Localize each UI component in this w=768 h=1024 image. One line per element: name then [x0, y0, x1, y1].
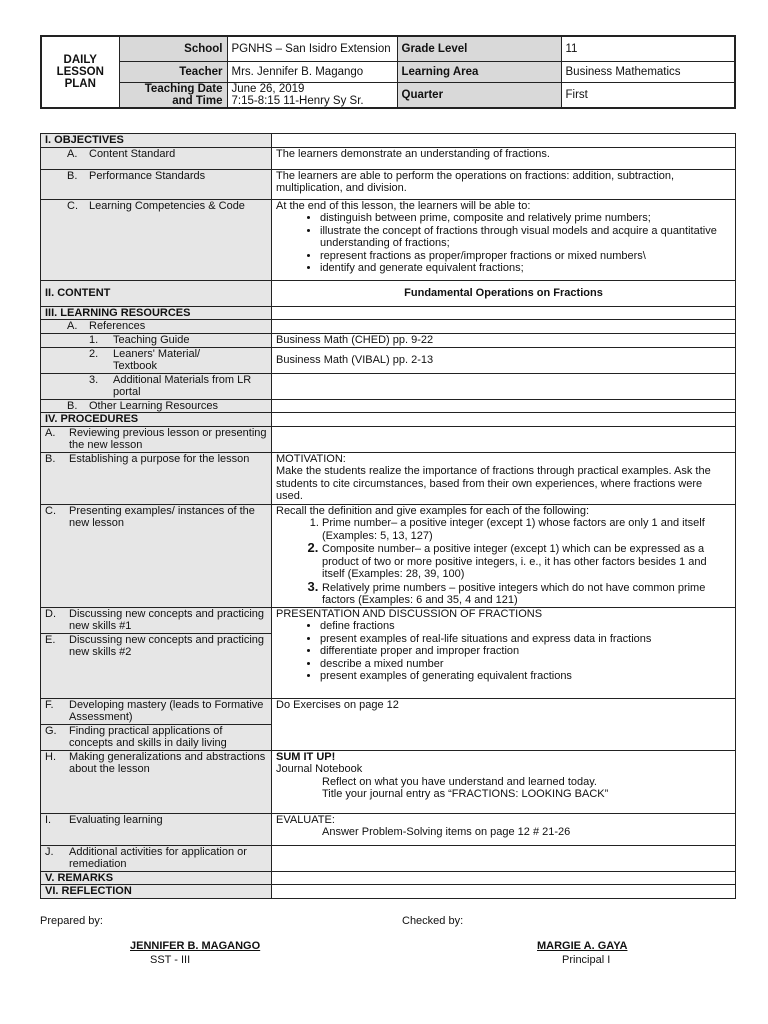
purpose-label: Establishing a purpose for the lesson [69, 452, 250, 465]
list-item: • identify and generate equivalent fractions; [320, 262, 731, 275]
learning-competencies-row [41, 199, 736, 280]
objectives-heading: I. OBJECTIVES [41, 134, 272, 148]
plan-title-line-1: DAILY [63, 53, 97, 66]
other-resources-label: Other Learning Resources [89, 399, 219, 412]
purpose-row [41, 452, 736, 504]
teaching-date-label: Teaching Date and Time [119, 82, 227, 108]
presenting-examples-value [272, 504, 736, 607]
grade-level-label: Grade Level [397, 36, 561, 61]
list-item: • illustrate the concept of fractions through visual models and acquire a quantitative understanding of fractions; [320, 225, 731, 250]
list-item: • distinguish between prime, composite and relatively prime numbers; [320, 212, 731, 225]
discussing-2-label: Discussing new concepts and practicing new skills #2 [69, 633, 265, 658]
resources-heading-row [41, 306, 736, 320]
item-number: F. [45, 698, 54, 711]
content-title: Fundamental Operations on Fractions [272, 280, 736, 306]
lesson-plan-table [40, 133, 736, 899]
evaluating-label: Evaluating learning [69, 813, 163, 826]
purpose-value [272, 452, 736, 504]
item-number: G. [45, 724, 57, 737]
checked-by-label: Checked by: [402, 915, 464, 927]
sum-it-up-heading: SUM IT UP! [276, 750, 336, 763]
list-item: • present examples of real-life situations and express data in fractions [320, 633, 731, 646]
journal-notebook: Journal Notebook [276, 763, 363, 775]
prepared-by-name: JENNIFER B. MAGANGO [130, 940, 261, 952]
list-item: • define fractions [320, 620, 731, 633]
teaching-time: 7:15-8:15 11-Henry Sy Sr. [231, 94, 364, 107]
references-label: References [89, 320, 146, 332]
item-number: I. [45, 813, 52, 826]
learners-material-value: Business Math (VIBAL) pp. 2-13 [272, 347, 736, 373]
content-standard-row [41, 147, 736, 169]
teaching-guide-label: Teaching Guide [113, 333, 190, 346]
discussing-1-label: Discussing new concepts and practicing new skills #1 [69, 607, 265, 632]
motivation-heading: MOTIVATION: [276, 452, 346, 465]
evaluating-row [41, 813, 736, 845]
other-resources-row [41, 399, 736, 413]
resources-heading: III. LEARNING RESOURCES [41, 306, 272, 320]
procedures-heading: IV. PROCEDURES [41, 413, 272, 427]
generalizations-value [272, 750, 736, 813]
content-row [41, 280, 736, 306]
content-standard-label: Content Standard [89, 147, 176, 160]
list-item: • present examples of generating equivalent fractions [320, 670, 731, 683]
item-number: E. [45, 633, 56, 646]
exercises-value: Do Exercises on page 12 [272, 698, 736, 750]
teacher-value: Mrs. Jennifer B. Magango [227, 61, 397, 82]
list-item: 1. Prime number– a positive integer (except 1) whose factors are only 1 and itself (Examples: 5, 13, 127) [322, 517, 731, 542]
item-number: 2. [89, 347, 99, 360]
additional-materials-label: Additional Materials from LR portal [113, 373, 252, 398]
quarter-value: First [561, 82, 735, 108]
teacher-label: Teacher [119, 61, 227, 82]
item-number: 3. [89, 373, 99, 386]
item-number: J. [45, 845, 54, 858]
item-number: A. [67, 320, 78, 332]
practical-applications-label: Finding practical applications of concepts and skills in daily living [69, 724, 227, 749]
list-item: • differentiate proper and improper fraction [320, 645, 731, 658]
additional-activities-label: Additional activities for application or remediation [69, 845, 247, 870]
teaching-date-value [227, 82, 397, 108]
item-number: H. [45, 750, 56, 763]
item-number: A. [67, 147, 78, 160]
procedures-heading-row [41, 413, 736, 427]
teaching-date: June 26, 2019 [231, 82, 305, 95]
discussion-value [272, 607, 736, 698]
performance-standards-row [41, 169, 736, 199]
learning-area-value: Business Mathematics [561, 61, 735, 82]
teaching-guide-value: Business Math (CHED) pp. 9-22 [272, 333, 736, 347]
teaching-guide-row [41, 333, 736, 347]
prepared-by-label: Prepared by: [40, 915, 103, 927]
reflect-instruction: Reflect on what you have understand and learned today. [322, 775, 597, 788]
additional-materials-row [41, 373, 736, 399]
generalizations-row [41, 750, 736, 813]
developing-mastery-row [41, 698, 736, 724]
objectives-heading-row [41, 134, 736, 148]
reflection-heading: VI. REFLECTION [41, 885, 272, 899]
presenting-examples-row [41, 504, 736, 607]
item-number: C. [67, 199, 78, 212]
performance-standards-label: Performance Standards [89, 169, 206, 182]
reviewing-label: Reviewing previous lesson or presenting the new lesson [69, 426, 267, 451]
item-number: B. [67, 399, 78, 412]
learning-area-label: Learning Area [397, 61, 561, 82]
content-heading: II. CONTENT [41, 280, 272, 306]
definitions-list [276, 517, 731, 607]
reflection-row [41, 885, 736, 899]
school-label: School [119, 36, 227, 61]
content-standard-value: The learners demonstrate an understanding of fractions. [272, 147, 736, 169]
list-item: 3. Relatively prime numbers – positive integers which do not have common prime factors (Examples: 6 and 35, 4 and 121) [322, 581, 731, 607]
grade-level-value: 11 [561, 36, 735, 61]
remarks-row [41, 871, 736, 885]
checked-by-title: Principal I [562, 954, 611, 966]
learning-competencies-label: Learning Competencies & Code [89, 199, 245, 212]
generalizations-label: Making generalizations and abstractions about the lesson [69, 750, 266, 775]
item-number: B. [45, 452, 56, 465]
presenting-examples-label: Presenting examples/ instances of the new lesson [69, 504, 255, 529]
additional-activities-row [41, 845, 736, 871]
header-table [40, 35, 736, 109]
evaluating-value [272, 813, 736, 845]
recall-intro: Recall the definition and give examples for each of the following: [276, 504, 590, 517]
prepared-by-title: SST - III [150, 954, 191, 966]
plan-title-line-3: PLAN [64, 77, 96, 90]
discussing-1-row [41, 607, 736, 633]
item-number: D. [45, 607, 56, 620]
references-row [41, 320, 736, 334]
competencies-list [276, 212, 731, 275]
list-item: • describe a mixed number [320, 658, 731, 671]
list-item: 2. Composite number– a positive integer (except 1) which can be expressed as a product of two or more positive integers, i. e., it has other factors besides 1 and itself (Examples: 28, 39, 100) [322, 542, 731, 581]
competencies-intro: At the end of this lesson, the learners will be able to: [276, 199, 531, 212]
item-number: A. [45, 426, 56, 439]
remarks-heading: V. REMARKS [41, 871, 272, 885]
learners-material-row [41, 347, 736, 373]
plan-title-line-2: LESSON [56, 65, 104, 78]
learners-material-label: Leaners' Material/ Textbook [113, 347, 201, 372]
school-value: PGNHS – San Isidro Extension [227, 36, 397, 61]
daily-lesson-plan-title [41, 36, 119, 108]
evaluate-heading: EVALUATE: [276, 813, 335, 826]
journal-title-instruction: Title your journal entry as “FRACTIONS: LOOKING BACK” [322, 788, 609, 800]
performance-standards-value: The learners are able to perform the operations on fractions: addition, subtraction, multiplication, and division. [272, 169, 736, 199]
presentation-heading: PRESENTATION AND DISCUSSION OF FRACTIONS [276, 607, 543, 620]
discussion-list [276, 620, 731, 683]
learning-competencies-value [272, 199, 736, 280]
quarter-label: Quarter [397, 82, 561, 108]
item-number: 1. [89, 333, 99, 346]
checked-by-name: MARGIE A. GAYA [537, 940, 628, 952]
list-item: • represent fractions as proper/improper fractions or mixed numbers\ [320, 250, 731, 263]
motivation-text: Make the students realize the importance of fractions through practical examples. Ask the students to cite circumstances, based from their own experiences, where fractions were used. [276, 465, 711, 502]
evaluate-text: Answer Problem-Solving items on page 12 # 21-26 [322, 826, 571, 838]
reviewing-row [41, 426, 736, 452]
item-number: C. [45, 504, 56, 517]
developing-mastery-label: Developing mastery (leads to Formative Assessment) [69, 698, 264, 723]
item-number: B. [67, 169, 78, 182]
